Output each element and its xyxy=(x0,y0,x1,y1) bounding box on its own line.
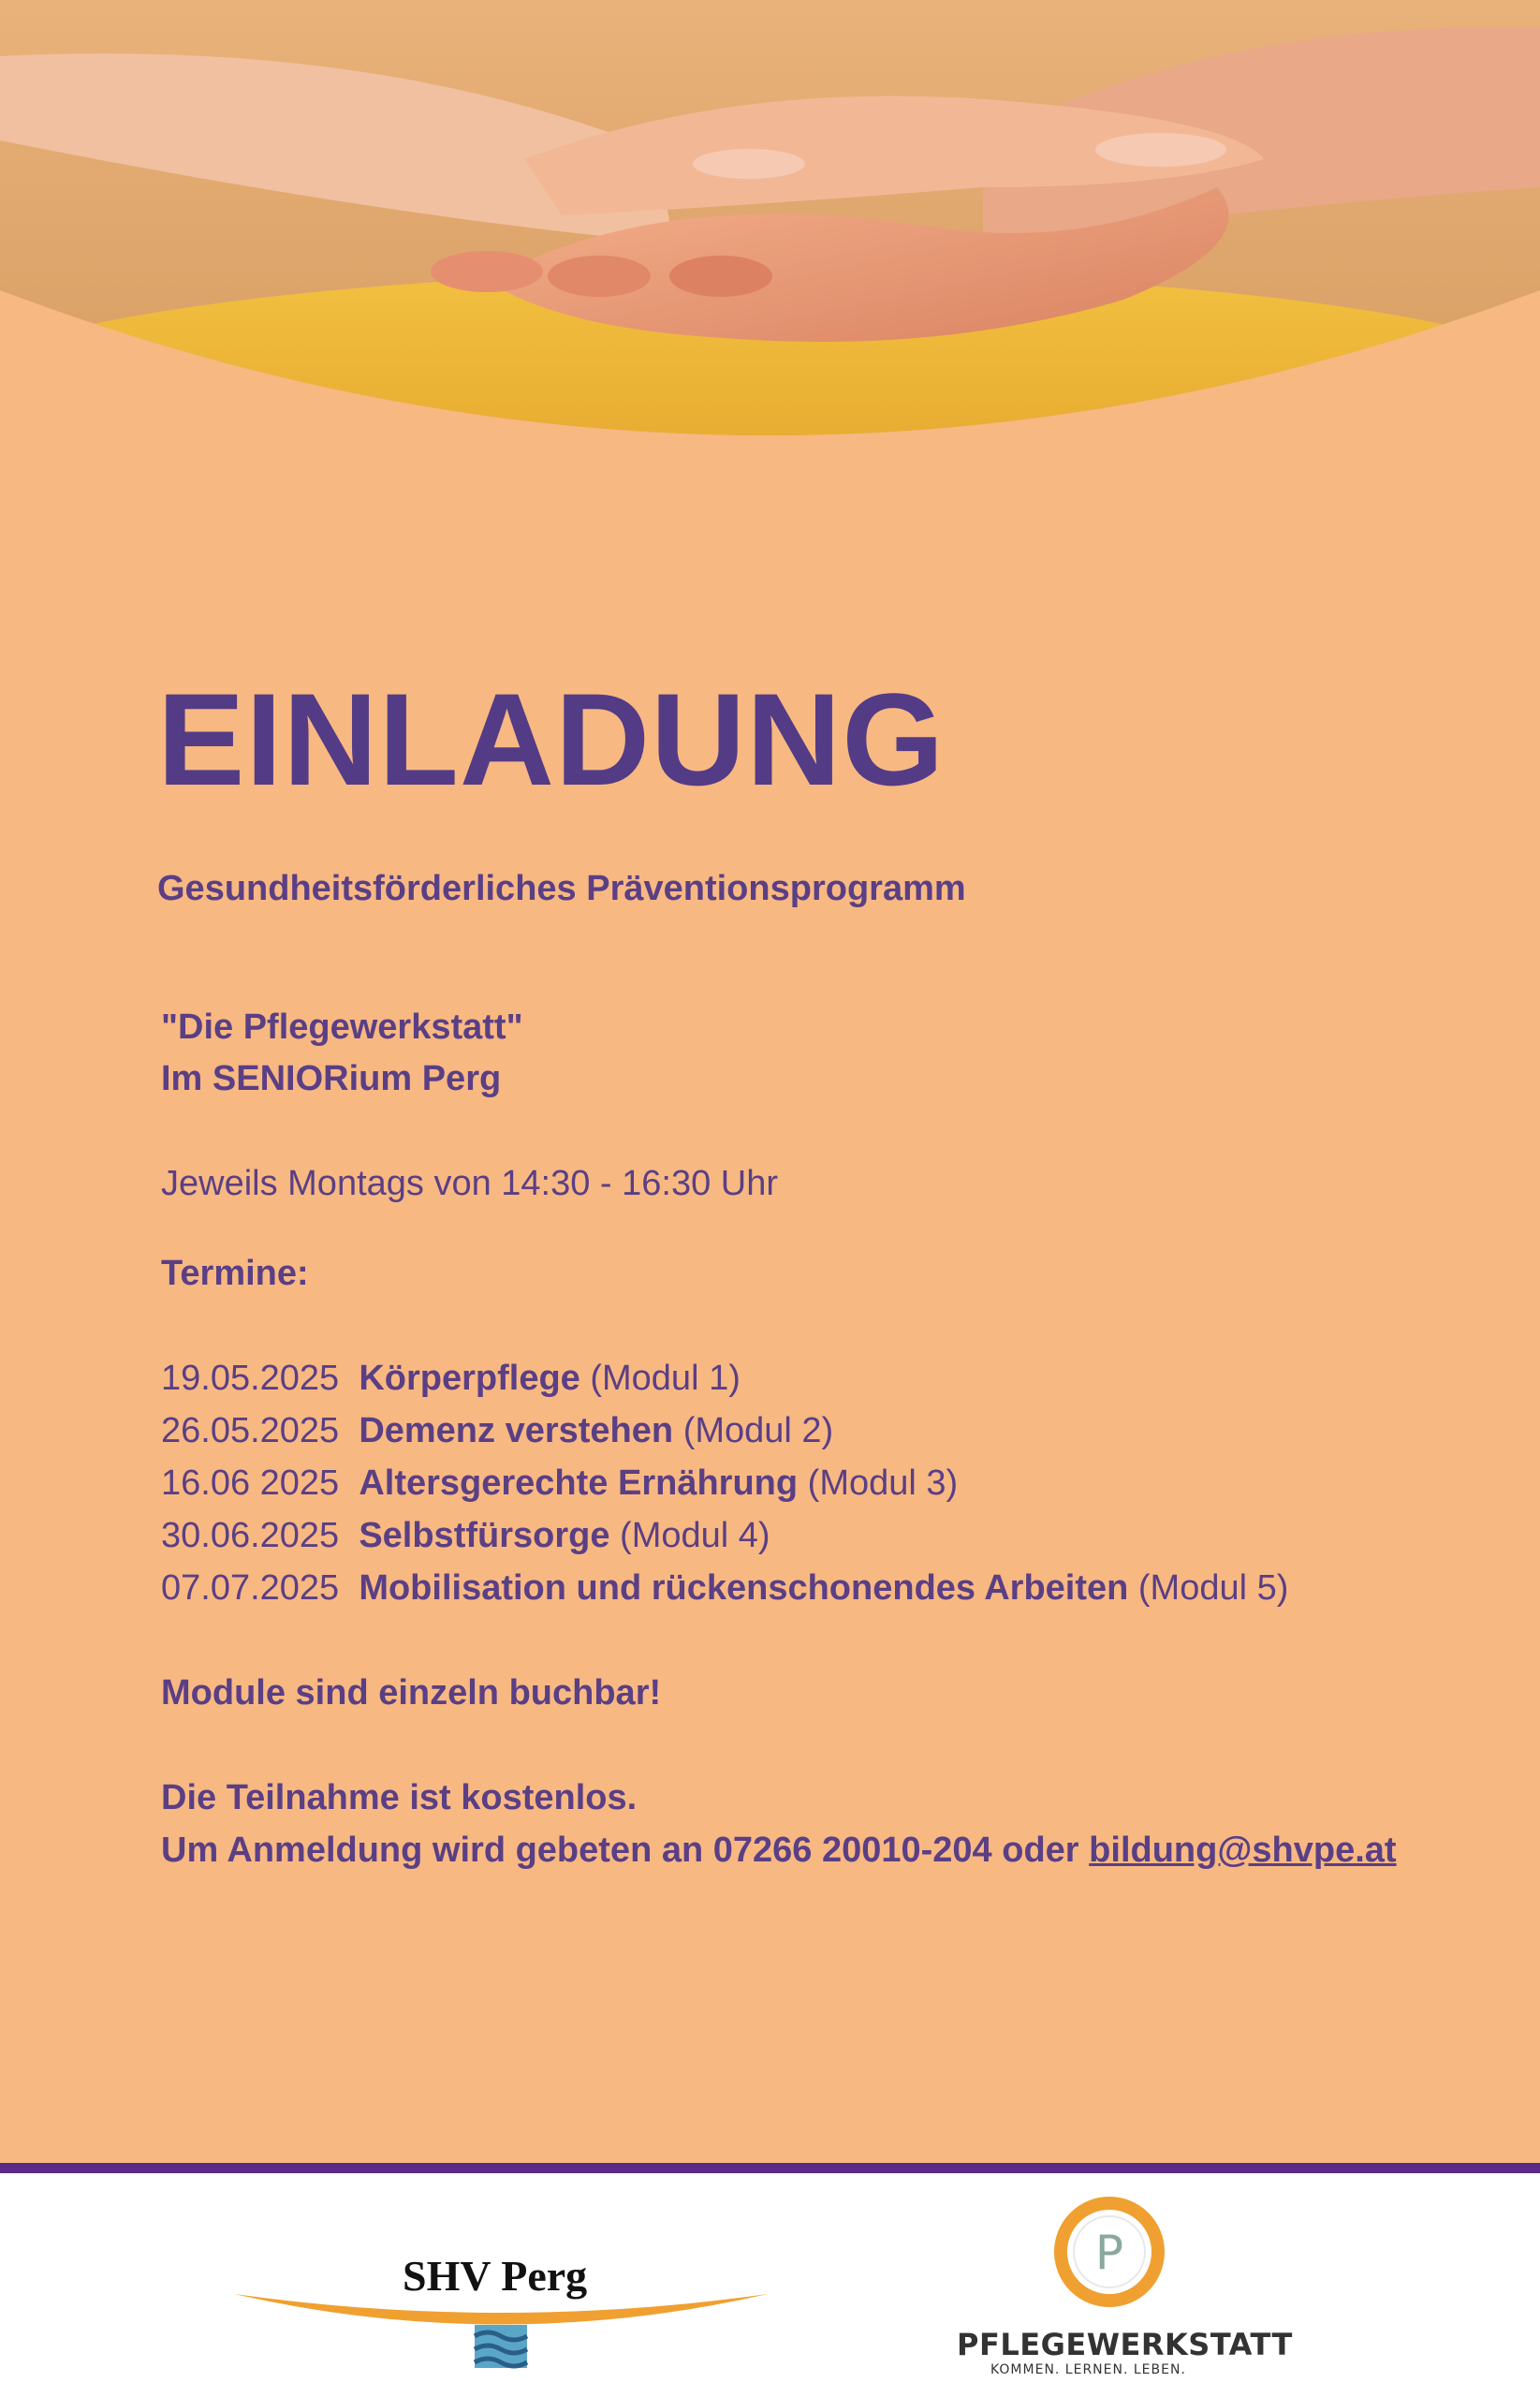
session-row xyxy=(161,1463,958,1506)
session-date: 16.06 2025 xyxy=(161,1463,340,1503)
session-row xyxy=(161,1358,741,1401)
schedule-text: Jeweils Montags von 14:30 - 16:30 Uhr xyxy=(161,1164,779,1203)
free-note: Die Teilnahme ist kostenlos. xyxy=(161,1778,638,1817)
pflegewerkstatt-tagline: KOMMEN. LERNEN. LEBEN. xyxy=(990,2362,1186,2377)
registration-note xyxy=(161,1830,1397,1873)
session-topic: Demenz verstehen xyxy=(359,1411,674,1450)
session-module: (Modul 4) xyxy=(620,1516,770,1555)
session-topic: Selbstfürsorge xyxy=(359,1516,610,1555)
program-name: "Die Pflegewerkstatt" xyxy=(161,1007,523,1047)
session-topic: Körperpflege xyxy=(359,1359,580,1398)
session-row xyxy=(161,1410,833,1453)
session-row xyxy=(161,1515,770,1558)
session-module: (Modul 5) xyxy=(1137,1568,1289,1608)
divider xyxy=(0,2163,1540,2173)
email-link[interactable]: bildung@shvpe.at xyxy=(1089,1831,1397,1870)
session-topic: Mobilisation und rückenschonendes Arbeiten xyxy=(359,1568,1129,1608)
session-module: (Modul 2) xyxy=(682,1411,834,1450)
shv-logo-text: SHV Perg xyxy=(403,2252,588,2300)
session-row xyxy=(161,1567,1288,1610)
session-topic: Altersgerechte Ernährung xyxy=(359,1463,799,1503)
session-date: 07.07.2025 xyxy=(161,1568,340,1608)
hero-image xyxy=(0,0,1540,468)
session-date: 19.05.2025 xyxy=(161,1359,340,1398)
page-title: EINLADUNG xyxy=(157,666,946,813)
bookable-note: Module sind einzeln buchbar! xyxy=(161,1673,662,1713)
session-module: (Modul 1) xyxy=(590,1359,741,1398)
registration-text: Um Anmeldung wird gebeten an 07266 20010-204 oder xyxy=(161,1831,1079,1870)
program-location: Im SENIORium Perg xyxy=(161,1059,502,1098)
subtitle: Gesundheitsförderliches Präventionsprogramm xyxy=(157,869,966,908)
session-module: (Modul 3) xyxy=(807,1463,959,1503)
session-date: 30.06.2025 xyxy=(161,1516,340,1555)
termine-label: Termine: xyxy=(161,1254,309,1293)
session-date: 26.05.2025 xyxy=(161,1411,340,1450)
pflegewerkstatt-name: PFLEGEWERKSTATT xyxy=(957,2327,1293,2362)
pflegewerkstatt-letter: P xyxy=(1094,2226,1124,2280)
